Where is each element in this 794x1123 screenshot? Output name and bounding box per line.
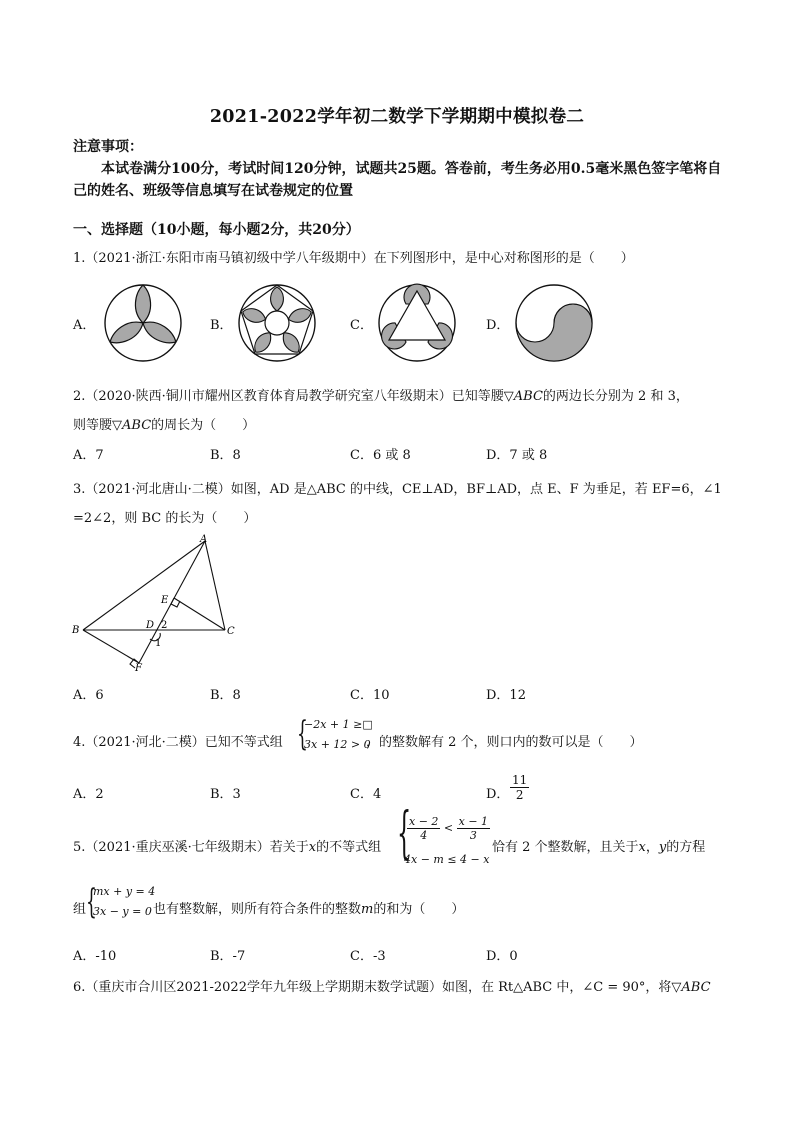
label-angle-1: 1 <box>155 638 162 649</box>
label-f: F <box>135 663 142 673</box>
q3-option-b: B．8 <box>210 688 241 703</box>
q5-ineq2: 4x − m ≤ 4 − x <box>404 853 490 866</box>
q5-lt: < <box>443 821 454 835</box>
q2-line1 <box>73 385 689 404</box>
q5-brace: { <box>397 801 412 866</box>
q5-ineq1 <box>407 815 490 842</box>
figure-flower-star <box>237 283 317 363</box>
q3-line1: 3.（2021·河北唐山·二模）如图，AD 是△ABC 的中线，CE⊥AD，BF⊥AD，点 E、F 为垂足，若 EF=6，∠1 <box>73 482 722 497</box>
q1-option-d: D． <box>486 318 510 333</box>
figure-triangle-arcs <box>377 283 457 363</box>
label-e: E <box>161 595 169 606</box>
label-c: C <box>227 626 235 637</box>
q5-suffix1: 恰有 2 个整数解，且关于 <box>492 840 639 855</box>
figure-trefoil <box>103 283 183 363</box>
q4-frac-num: 11 <box>512 773 528 787</box>
q2-option-c: C．6 或 8 <box>350 448 411 463</box>
q5-line1 <box>73 836 381 855</box>
figure-yinyang-like <box>514 283 594 363</box>
q4-prefix: 4.（2021·河北·二模）已知不等式组 <box>73 735 283 750</box>
q4-ineq2: 3x + 12 > 0 <box>304 738 371 751</box>
section-heading: 一、选择题（10小题，每小题2分，共20分） <box>73 222 360 238</box>
q6-text: 6.（重庆市合川区2021-2022学年九年级上学期期末数学试题）如图，在 Rt△ABC 中，∠C = 90°，将 <box>73 980 672 995</box>
q2-line2-b: 的周长为（ ） <box>151 418 256 433</box>
q5-sys1: mx + y = 4 <box>93 885 156 898</box>
q3-option-d: D．12 <box>486 688 526 703</box>
label-angle-2: 2 <box>161 620 168 631</box>
q4-option-d-fraction <box>510 773 529 802</box>
q5-comma: ， <box>645 840 659 855</box>
q4-option-c: C．4 <box>350 787 382 802</box>
q4-option-a: A．2 <box>73 787 104 802</box>
q5-line2-mid: 也有整数解，则所有符合条件的整数 <box>153 902 362 917</box>
q5-sys-brace: { <box>86 882 97 922</box>
q5-option-d: D．0 <box>486 949 518 964</box>
notice-heading: 注意事项： <box>73 139 143 155</box>
q2-line1-b: 的两边长分别为 2 和 3， <box>542 389 689 404</box>
notice-body: 本试卷满分100分，考试时间120分钟，试题共25题。答卷前，考生务必用0.5毫米黑色签字笔将自己的姓名、班级等信息填写在试卷规定的位置 <box>73 161 722 199</box>
q1-stem: 1.（2021·浙江·东阳市南马镇初级中学八年级期中）在下列图形中，是中心对称图形的是（ ） <box>73 251 634 266</box>
q5-option-c: C．-3 <box>350 949 386 964</box>
q4-option-d: D． <box>486 787 510 802</box>
q2-triangle-symbol-2: ▽ABC <box>112 418 152 433</box>
q3-option-a: A．6 <box>73 688 104 703</box>
q1-option-a: A． <box>73 318 96 333</box>
q4-frac-den: 2 <box>515 788 524 802</box>
label-d: D <box>146 620 155 631</box>
q2-option-a: A．7 <box>73 448 104 463</box>
q2-triangle-symbol: ▽ABC <box>503 389 543 404</box>
q5-xy-x: x <box>638 840 646 855</box>
page-title: 2021-2022学年初二数学下学期期中模拟卷二 <box>209 107 585 127</box>
q6-line1 <box>73 976 711 995</box>
q5-line2-rest <box>153 898 464 917</box>
q1-option-b: B． <box>210 318 233 333</box>
q4-option-b: B．3 <box>210 787 241 802</box>
q2-line2-a: 则等腰 <box>73 418 113 433</box>
q4-brace: { <box>297 714 308 754</box>
label-a: A <box>200 534 208 545</box>
q6-triangle-symbol: ▽ABC <box>671 980 711 995</box>
q2-option-d: D．7 或 8 <box>486 448 548 463</box>
q5-mid: 的不等式组 <box>316 840 382 855</box>
q5-line2-suffix: 的和为（ ） <box>373 902 465 917</box>
q1-option-c: C． <box>350 318 373 333</box>
q2-line1-a: 2.（2020·陕西·铜川市耀州区教育体育局教学研究室八年级期末）已知等腰 <box>73 389 504 404</box>
q3-option-c: C．10 <box>350 688 390 703</box>
q5-line2-prefix: 组 <box>73 902 87 917</box>
figure-triangle-abc <box>70 533 250 673</box>
q3-line2: =2∠2，则 BC 的长为（ ） <box>73 511 257 526</box>
q5-xy-y: y <box>658 840 667 855</box>
q5-f2-den: 3 <box>469 829 477 842</box>
q2-option-b: B．8 <box>210 448 241 463</box>
q5-var-x: x <box>308 840 317 855</box>
q5-option-a: A．-10 <box>73 949 117 964</box>
q5-suffix2: 的方程 <box>666 840 706 855</box>
q5-f1-num: x − 2 <box>409 815 439 828</box>
q5-line1-end <box>492 836 705 855</box>
q5-var-m: m <box>361 902 374 917</box>
q5-sys2: 3x − y = 0 <box>93 905 152 918</box>
q2-line2 <box>73 414 255 433</box>
q5-f1-den: 4 <box>420 829 428 842</box>
q4-suffix: ，的整数解有 2 个，则口内的数可以是（ ） <box>366 735 643 750</box>
label-b: B <box>72 625 80 636</box>
q5-option-b: B．-7 <box>210 949 246 964</box>
q5-prefix: 5.（2021·重庆巫溪·七年级期末）若关于 <box>73 840 309 855</box>
q5-f2-num: x − 1 <box>458 815 489 828</box>
q4-ineq1: −2x + 1 ≥□ <box>304 718 373 731</box>
